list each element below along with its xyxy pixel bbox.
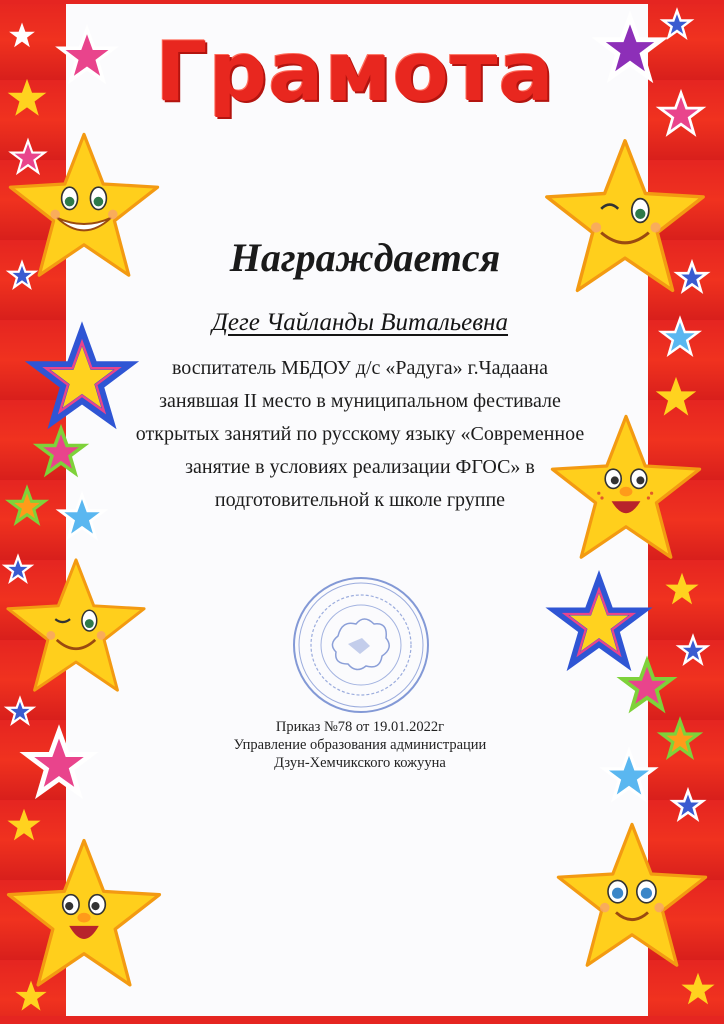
description-line: подготовительной к школе группе [214,489,506,511]
issuer-line: Управление образования администрации [233,737,487,753]
small-star-icon [660,318,700,358]
small-star-icon [58,28,116,86]
award-description [100,352,620,517]
certificate-title: Грамота [155,25,555,120]
small-star-icon [620,660,674,714]
top-red-border [0,0,724,4]
smiling-star-icon [552,818,712,978]
small-star-icon [658,92,704,138]
small-star-icon [8,22,36,50]
small-star-icon [6,698,34,726]
smiling-star-icon [4,128,164,288]
small-star-icon [662,10,692,40]
small-star-icon [660,720,700,760]
order-block [200,718,520,772]
issuer-line: Дзун-Хемчикского кожууна [274,755,446,771]
description-line: занятие в условиях реализации ФГОС» в [185,456,535,478]
smiling-star-icon [2,834,166,998]
small-star-icon [554,580,644,670]
round-stamp-icon [290,574,432,716]
recipient-name: Деге Чайланды Витальевна [211,309,509,336]
small-star-icon [8,488,46,526]
small-star-icon [6,78,48,120]
awarded-heading: Награждается [229,235,501,280]
description-line: воспитатель МБДОУ д/с «Радуга» г.Чадаана [172,357,548,379]
small-star-icon [678,636,708,666]
small-star-icon [664,572,700,608]
small-star-icon [24,730,94,800]
description-line: открытых занятий по русскому языку «Современное [135,423,585,445]
order-line: Приказ №78 от 19.01.2022г [275,719,445,735]
bottom-red-border [0,1016,724,1024]
smiling-star-icon [2,554,150,702]
description-line: занявшая II место в муниципальном фестивале [159,390,561,412]
small-star-icon [596,16,664,84]
small-star-icon [602,750,656,804]
small-star-icon [58,494,106,542]
small-star-icon [36,428,86,478]
